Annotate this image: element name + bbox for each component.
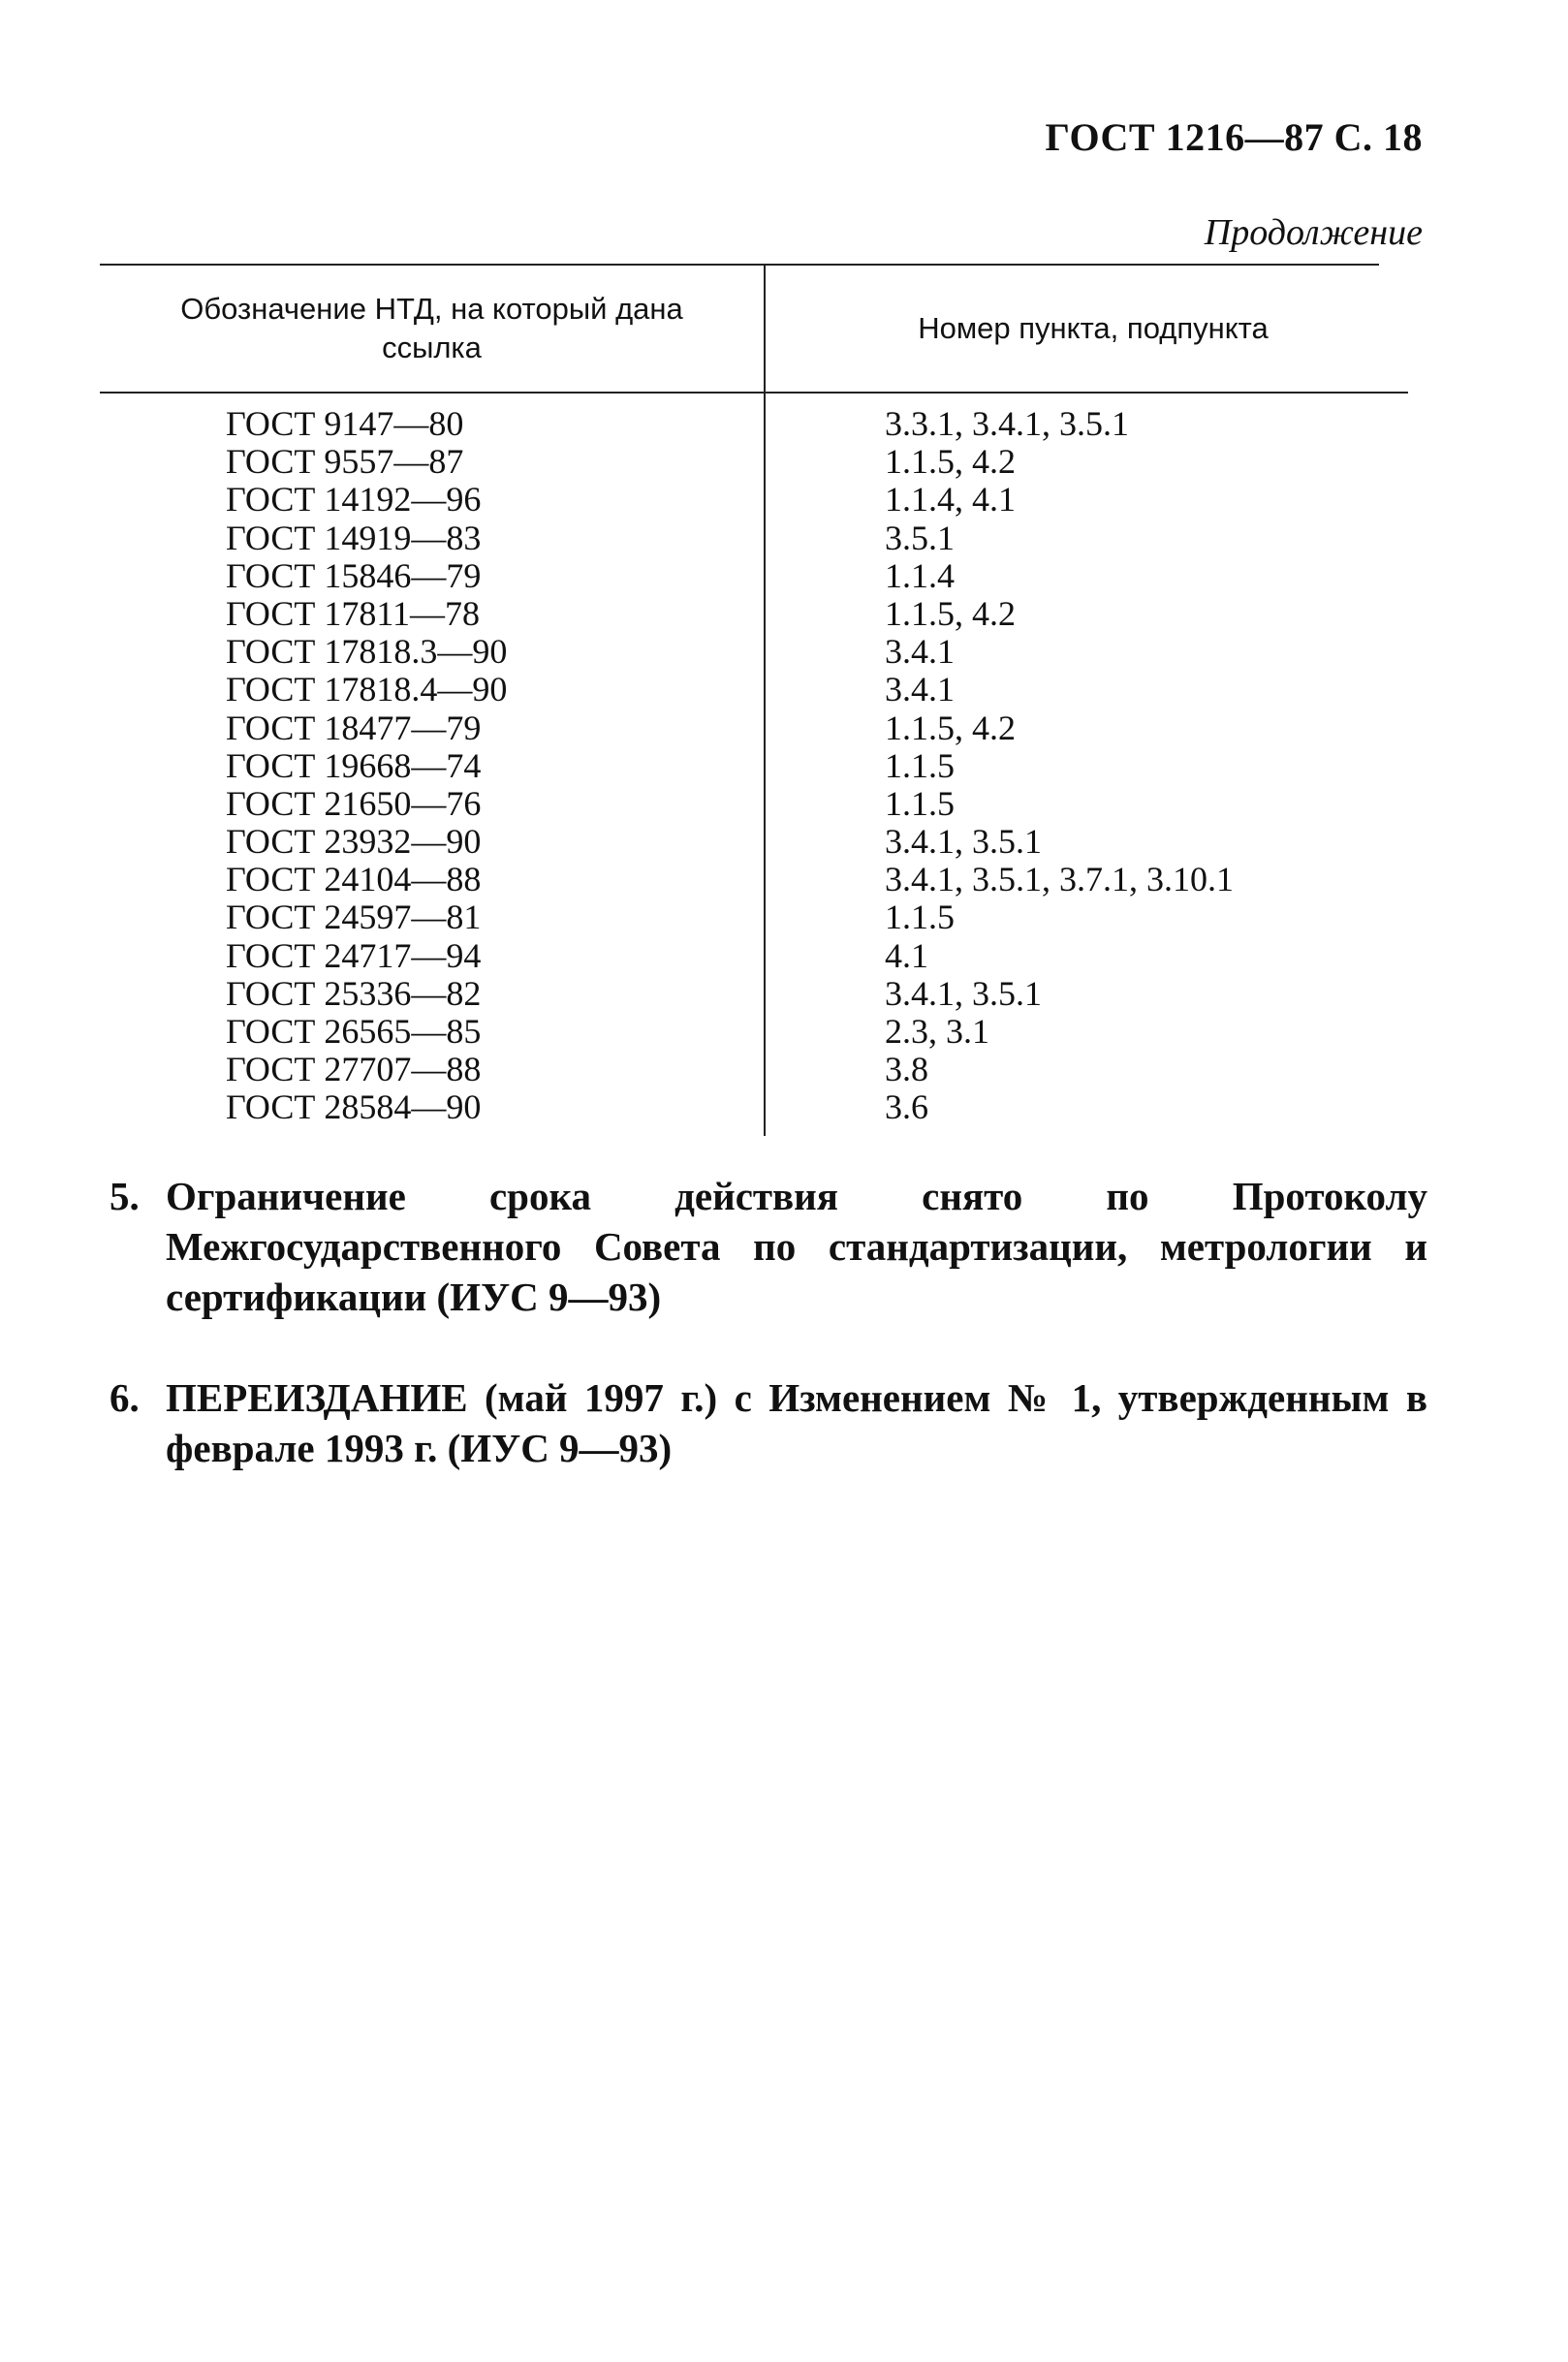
table-header (100, 266, 1423, 392)
note-item (110, 1171, 1427, 1322)
table-row (100, 633, 1423, 671)
note-text: Ограничение срока действия снято по Протоколу Межгосударственного Совета по стандартизации, метрологии и сертификации (ИУС 9—93) (166, 1174, 1427, 1319)
clause-cell: 1.1.4, 4.1 (885, 480, 1016, 520)
table-row (100, 823, 1423, 861)
table-row (100, 1051, 1423, 1088)
document-cell: ГОСТ 17811—78 (226, 593, 481, 633)
document-cell: ГОСТ 17818.4—90 (226, 670, 508, 709)
note-number: 6. (110, 1375, 140, 1420)
reference-table (100, 264, 1423, 1127)
table-row (100, 861, 1423, 898)
column-divider (764, 264, 766, 1136)
clause-cell: 2.3, 3.1 (885, 1012, 989, 1051)
table-body (100, 394, 1423, 1127)
clause-cell: 1.1.4 (885, 555, 955, 595)
column-header-clause: Номер пункта, подпункта (918, 311, 1269, 345)
document-cell: ГОСТ 23932—90 (226, 822, 482, 862)
page-running-title: ГОСТ 1216—87 С. 18 (1045, 115, 1423, 159)
document-cell: ГОСТ 14919—83 (226, 518, 482, 557)
document-cell: ГОСТ 24597—81 (226, 898, 482, 937)
table-row (100, 1088, 1423, 1126)
document-cell: ГОСТ 9557—87 (226, 442, 464, 482)
document-cell: ГОСТ 24104—88 (226, 860, 482, 899)
table-row (100, 671, 1423, 709)
document-cell: ГОСТ 25336—82 (226, 973, 482, 1013)
document-cell: ГОСТ 26565—85 (226, 1012, 482, 1051)
continuation-label: Продолжение (1204, 212, 1423, 253)
notes-section (110, 1171, 1427, 1524)
table-row (100, 595, 1423, 633)
document-cell: ГОСТ 21650—76 (226, 783, 482, 823)
document-cell: ГОСТ 15846—79 (226, 555, 482, 595)
clause-cell: 1.1.5, 4.2 (885, 708, 1016, 747)
table-row (100, 975, 1423, 1013)
table-row (100, 520, 1423, 557)
document-cell: ГОСТ 18477—79 (226, 708, 482, 747)
clause-cell: 4.1 (885, 935, 928, 975)
clause-cell: 1.1.5, 4.2 (885, 593, 1016, 633)
clause-cell: 3.4.1 (885, 632, 955, 672)
note-text: ПЕРЕИЗДАНИЕ (май 1997 г.) с Изменением № 1, утвержденным в феврале 1993 г. (ИУС 9—93) (166, 1375, 1427, 1470)
table-row (100, 405, 1423, 443)
document-cell: ГОСТ 17818.3—90 (226, 632, 508, 672)
clause-cell: 3.3.1, 3.4.1, 3.5.1 (885, 404, 1129, 443)
clause-cell: 1.1.5 (885, 898, 955, 937)
clause-cell: 3.4.1 (885, 670, 955, 709)
table-row (100, 443, 1423, 481)
document-cell: ГОСТ 27707—88 (226, 1050, 482, 1089)
clause-cell: 3.4.1, 3.5.1, 3.7.1, 3.10.1 (885, 860, 1234, 899)
table-row (100, 747, 1423, 785)
table-row (100, 481, 1423, 519)
note-item (110, 1372, 1427, 1473)
clause-cell: 3.6 (885, 1087, 928, 1127)
clause-cell: 3.5.1 (885, 518, 955, 557)
clause-cell: 3.4.1, 3.5.1 (885, 822, 1042, 862)
table-row (100, 557, 1423, 595)
note-number: 5. (110, 1174, 140, 1218)
document-cell: ГОСТ 19668—74 (226, 745, 482, 785)
table-row (100, 1013, 1423, 1051)
document-cell: ГОСТ 28584—90 (226, 1087, 482, 1127)
clause-cell: 3.8 (885, 1050, 928, 1089)
table-row (100, 709, 1423, 747)
clause-cell: 1.1.5, 4.2 (885, 442, 1016, 482)
column-header-document: Обозначение НТД, на который дана ссылка (180, 292, 683, 364)
clause-cell: 1.1.5 (885, 745, 955, 785)
clause-cell: 3.4.1, 3.5.1 (885, 973, 1042, 1013)
table-row (100, 785, 1423, 823)
table-row (100, 898, 1423, 936)
table-row (100, 937, 1423, 975)
document-cell: ГОСТ 14192—96 (226, 480, 482, 520)
document-cell: ГОСТ 24717—94 (226, 935, 482, 975)
clause-cell: 1.1.5 (885, 783, 955, 823)
document-cell: ГОСТ 9147—80 (226, 404, 464, 443)
